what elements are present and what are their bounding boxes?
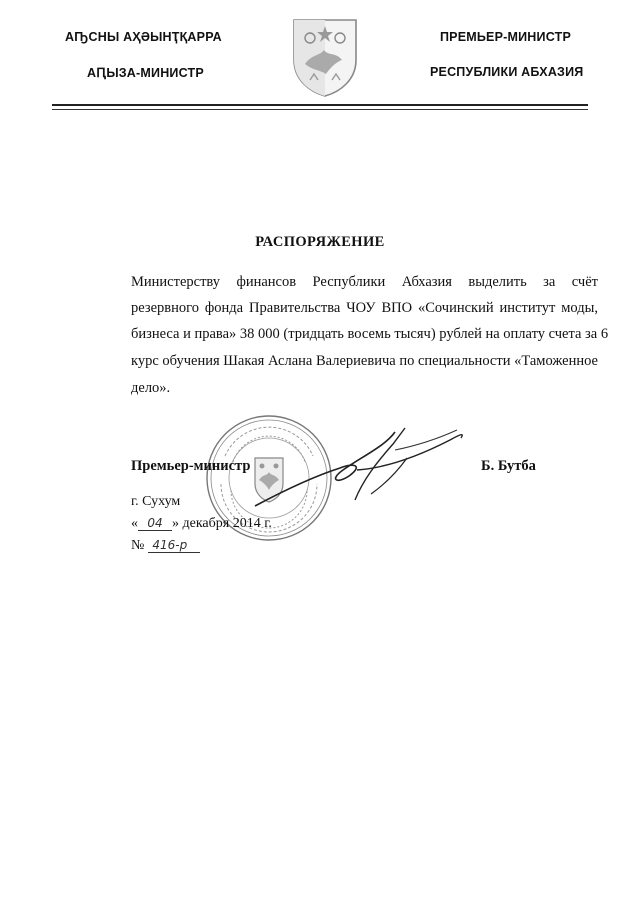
body-line: резервного фонда Правительства ЧОУ ВПО «Сочинский институт моды, (131, 300, 598, 316)
header-right-title: ПРЕМЬЕР-МИНИСТР (440, 30, 571, 44)
date-quote-open: « (131, 516, 138, 531)
body-line: курс обучения Шакая Аслана Валериевича по специальности «Таможенное (131, 353, 598, 369)
handwritten-signature-icon (245, 410, 475, 520)
date-day: 04 (138, 516, 172, 531)
header-right-subtitle: РЕСПУБЛИКИ АБХАЗИЯ (430, 65, 584, 79)
body-line: Министерству финансов Республики Абхазия выделить за счёт (131, 274, 598, 290)
signatory-position: Премьер-министр (131, 458, 251, 474)
header-left-title: АҦСНЫ АҲӘЫНҬҚАРРА (65, 30, 222, 44)
signatory-name: Б. Бутба (481, 458, 536, 474)
document-title: РАСПОРЯЖЕНИЕ (255, 234, 385, 250)
date-month-year: » декабря 2014 г. (172, 516, 272, 531)
header-divider-thin (52, 109, 588, 110)
document-number (131, 538, 200, 554)
number-label: № (131, 538, 145, 553)
header-left-subtitle: АԤЫЗА-МИНИСТР (87, 66, 204, 80)
body-line: бизнеса и права» 38 000 (тридцать восемь тысяч) рублей на оплату счета за 6 (131, 326, 609, 342)
document-city: г. Сухум (131, 494, 181, 509)
number-value: 416-р (148, 538, 200, 553)
document-date (131, 516, 272, 532)
coat-of-arms-icon (290, 16, 360, 98)
body-line: дело». (131, 380, 171, 396)
header-divider-thick (52, 104, 588, 106)
